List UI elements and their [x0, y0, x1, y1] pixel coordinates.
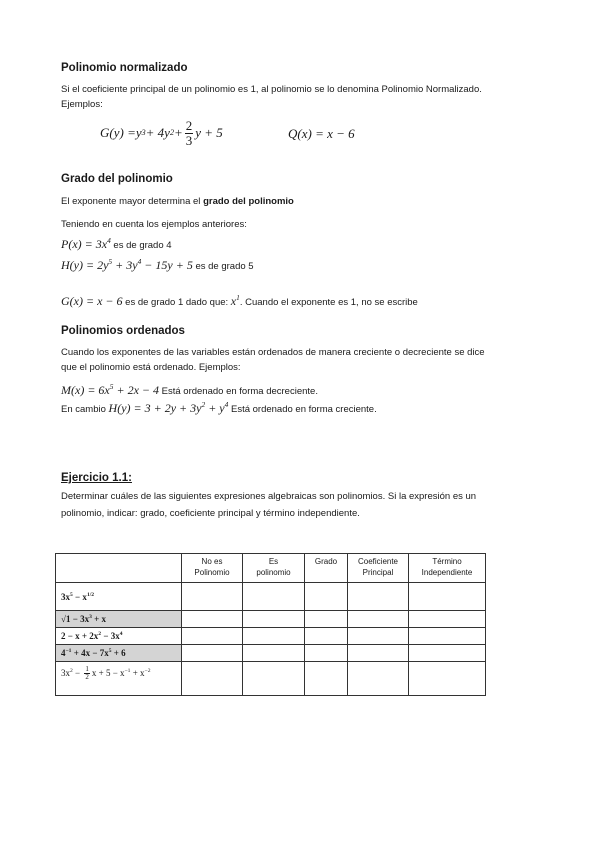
- formula-m: $M(x) = 6x^5 + 2x - 4$ Está ordenado en forma decreciente.: [61, 382, 318, 397]
- exercise-line-1: Determinar cuáles de las siguientes expresiones algebraicas son polinomios. Si la expresión es un: [61, 491, 477, 502]
- answer-cell[interactable]: [305, 583, 348, 611]
- exercise-line-2: polinomio, indicar: grado, coeficiente principal y término independiente.: [61, 508, 360, 519]
- formula-q: Q(x) = x − 6: [288, 126, 355, 141]
- answer-cell[interactable]: [348, 583, 409, 611]
- paragraph-ordenados-1: Cuando los exponentes de las variables están ordenados de manera creciente o decreciente se dice: [61, 347, 485, 358]
- paragraph-ejemplos: Ejemplos:: [61, 99, 103, 110]
- table-row: [56, 628, 486, 645]
- answer-cell[interactable]: [409, 583, 486, 611]
- header-cell-expression: [56, 554, 182, 583]
- section-title-normalizado: Polinomio normalizado: [61, 62, 188, 74]
- section-title-grado: Grado del polinomio: [61, 173, 173, 185]
- section-title-ordenados: Polinomios ordenados: [61, 325, 185, 337]
- answer-cell[interactable]: [243, 611, 305, 628]
- table-row: [56, 662, 486, 696]
- paragraph-ordenados-2: que el polinomio está ordenado. Ejemplos:: [61, 362, 241, 373]
- answer-cell[interactable]: [409, 611, 486, 628]
- answer-cell[interactable]: [243, 662, 305, 696]
- answer-cell[interactable]: [182, 611, 243, 628]
- answer-cell[interactable]: [409, 662, 486, 696]
- paragraph-normalizado-1: Si el coeficiente principal de un polinomio es 1, al polinomio se lo denomina Polinomio Normalizado.: [61, 84, 482, 95]
- header-es-polinomio: Es polinomio: [243, 554, 305, 583]
- answer-cell[interactable]: [182, 645, 243, 662]
- answer-cell[interactable]: [243, 645, 305, 662]
- answer-cell[interactable]: [182, 628, 243, 645]
- header-termino: Término Independiente: [409, 554, 486, 583]
- expression-cell-4: $4^{-1} + 4x - 7x^5 + 6$: [56, 645, 182, 662]
- answer-cell[interactable]: [348, 628, 409, 645]
- table-header-row: [56, 554, 486, 583]
- answer-cell[interactable]: [348, 662, 409, 696]
- header-grado: Grado: [305, 554, 348, 583]
- answer-cell[interactable]: [305, 628, 348, 645]
- answer-cell[interactable]: [348, 611, 409, 628]
- answer-cell[interactable]: [305, 645, 348, 662]
- answer-cell[interactable]: [243, 628, 305, 645]
- header-no-es-polinomio: No es Polinomio: [182, 554, 243, 583]
- answer-cell[interactable]: [182, 662, 243, 696]
- answer-cell[interactable]: [182, 583, 243, 611]
- answer-cell[interactable]: [409, 645, 486, 662]
- expression-cell-3: $2 - x + 2x^2 - 3x^4$: [56, 628, 182, 645]
- answer-cell[interactable]: [243, 583, 305, 611]
- answer-cell[interactable]: [305, 611, 348, 628]
- expression-cell-5: $3x^2$ − $\frac{1}{2}$ $x + 5 - x^{-1} + x^{-2}$: [56, 662, 182, 696]
- paragraph-grado-1: El exponente mayor determina el grado del polinomio: [61, 196, 294, 207]
- paragraph-grado-2: Teniendo en cuenta los ejemplos anteriores:: [61, 219, 247, 230]
- table-row: [56, 583, 486, 611]
- exercise-title: Ejercicio 1.1:: [61, 472, 132, 484]
- answer-cell[interactable]: [348, 645, 409, 662]
- expression-cell-2: $√1 - 3x^3 + x$: [56, 611, 182, 628]
- expression-cell-1: $3x^5 - x^{1/2}$: [56, 583, 182, 611]
- formula-g-grado: G(x) = x − 6 es de grado 1 dado que: $x^1$. Cuando el exponente es 1, no se escribe: [61, 293, 418, 308]
- header-coeficiente: Coeficiente Principal: [348, 554, 409, 583]
- formula-h-creciente: En cambio $H(y) = 3 + 2y + 3y^2 + y^4$ Está ordenado en forma creciente.: [61, 400, 377, 415]
- formula-h: $H(y) = 2y^5 + 3y^4 - 15y + 5$ es de grado 5: [61, 257, 254, 272]
- table-row: [56, 645, 486, 662]
- answer-cell[interactable]: [305, 662, 348, 696]
- formula-p: $P(x) = 3x^4$ es de grado 4: [61, 236, 172, 251]
- exercise-table: [55, 553, 486, 696]
- answer-cell[interactable]: [409, 628, 486, 645]
- table-row: [56, 611, 486, 628]
- formula-g: G(y) = y 3 + 4y 2 + $\frac{2}{3}$ y + 5: [100, 118, 223, 148]
